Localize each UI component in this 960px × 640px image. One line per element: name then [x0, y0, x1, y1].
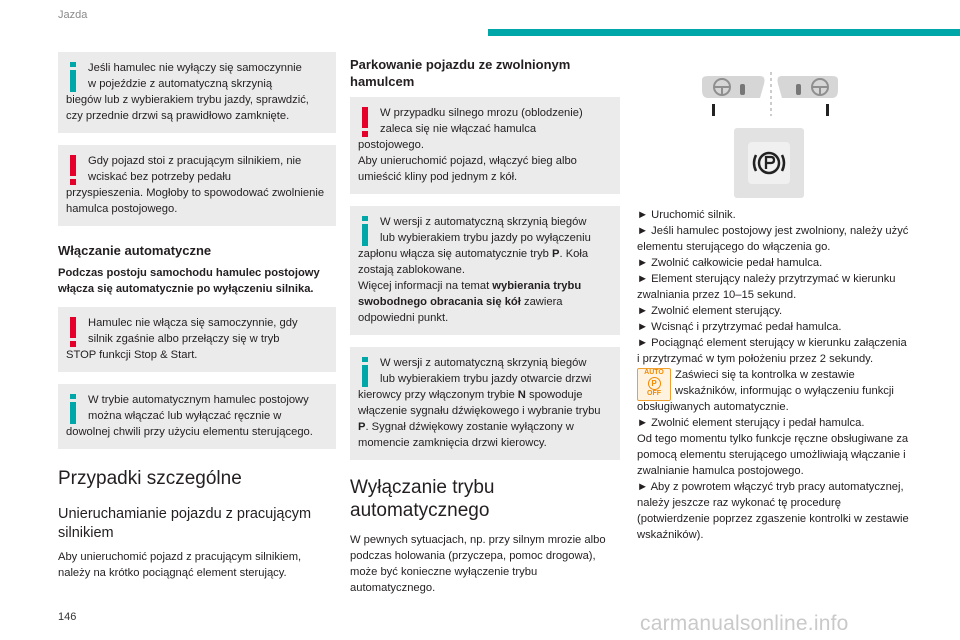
warning-text: postojowego. [358, 139, 424, 151]
section-heading: Włączanie automatyczne [58, 243, 212, 258]
paragraph: W pewnych sytuacjach, np. przy silnym mrozie albo podczas holowania (przyczepa, pomoc drogowa), może być konieczne wyłączenie trybu automatycznego. [350, 534, 606, 594]
step-item: ► Uruchomić silnik. [637, 209, 736, 221]
auto-off-lamp-icon [637, 368, 671, 401]
warning-line: Gdy pojazd stoi z pracującym silnikiem, nie [88, 155, 302, 167]
info-box [350, 347, 620, 460]
info-text: zapłonu włącza się automatycznie tryb P. Koła zostają zablokowane. [358, 248, 589, 276]
lamp-symbol: P [648, 377, 661, 390]
step-item: ► Zwolnić element sterujący. [637, 305, 783, 317]
warning-line: silnik zgaśnie albo przełączy się w tryb [88, 333, 280, 345]
info-text: biegów lub z wybierakiem trybu jazdy, sprawdzić, czy przednie drzwi są prawidłowo zamknięte. [66, 94, 309, 122]
info-box [58, 52, 336, 133]
lamp-text: obsługiwanych automatycznie. [637, 401, 789, 413]
step-item: ► Jeśli hamulec postojowy jest zwolniony, należy użyć elementu sterującego do włączenia go. [637, 225, 909, 253]
paragraph: Od tego momentu tylko funkcje ręczne obsługiwane za pomocą elementu sterującego umożliwiają włączanie i zwalnianie hamulca postojowego. [637, 433, 909, 477]
info-line: można włączać lub wyłączać ręcznie w [88, 410, 282, 422]
warning-line: W przypadku silnego mrozu (oblodzenie) [380, 107, 583, 119]
info-icon [358, 216, 372, 246]
info-line: lub wybierakiem trybu jazdy otwarcie drzwi [380, 373, 592, 385]
info-line: Jeśli hamulec nie wyłączy się samoczynnie [88, 62, 302, 74]
step-item: ► Pociągnąć element sterujący w kierunku załączenia i przytrzymać w tym położeniu przez 2 sekundy. [637, 337, 907, 365]
warning-box [350, 97, 620, 194]
watermark: carmanualsonline.info [640, 612, 849, 635]
parking-brake-icon [734, 128, 804, 198]
warning-box [58, 307, 336, 372]
info-line: W wersji z automatyczną skrzynią biegów [380, 357, 587, 369]
info-box [58, 384, 336, 449]
info-line: w pojeździe z automatyczną skrzynią [88, 78, 273, 90]
warning-line: Hamulec nie włącza się samoczynnie, gdy [88, 317, 298, 329]
steering-wheel-illustration [700, 72, 842, 118]
warning-box [58, 145, 336, 226]
info-icon [66, 394, 80, 424]
section-heading: Unieruchamianie pojazdu z pracującym silnikiem [58, 506, 312, 541]
warning-lamp-note [637, 367, 910, 415]
warning-line: zaleca się nie włączać hamulca [380, 123, 537, 135]
step-item: ► Aby z powrotem włączyć tryb pracy automatycznej, należy jeszcze raz wykonać tę procedurę (potwierdzenie poprzez zgaszenie kontrolki w zestawie wskaźników). [637, 481, 909, 541]
warning-text: STOP funkcji Stop & Start. [66, 349, 198, 361]
column-middle [350, 52, 620, 596]
info-text: Więcej informacji na temat wybierania trybu swobodnego obracania się kół zawiera odpowiedni punkt. [358, 280, 582, 324]
parking-brake-switch [734, 128, 804, 198]
section-heading: Parkowanie pojazdu ze zwolnionym hamulcem [350, 57, 571, 89]
step-item: ► Zwolnić element sterujący i pedał hamulca. [637, 417, 865, 429]
info-box [350, 206, 620, 335]
chapter-heading: Wyłączanie trybu automatycznego [350, 477, 495, 521]
page-number: 146 [58, 611, 77, 623]
column-right [637, 207, 910, 543]
info-line: lub wybierakiem trybu jazdy po wyłączeniu [380, 232, 591, 244]
warning-icon [358, 107, 372, 137]
step-item: ► Zwolnić całkowicie pedał hamulca. [637, 257, 823, 269]
info-text: kierowcy przy włączonym trybie N spowoduje włączenie sygnału dźwiękowego i wybranie trybu P. Sygnał dźwiękowy zostanie wyłączony w momencie zamknięcia drzwi kierowcy. [358, 389, 601, 449]
lamp-top-label: AUTO [644, 369, 664, 376]
column-left [58, 52, 336, 581]
info-icon [66, 62, 80, 92]
chapter-heading: Przypadki szczególne [58, 468, 242, 489]
info-icon [358, 357, 372, 387]
bold-paragraph: Podczas postoju samochodu hamulec postojowy włącza się automatycznie po wyłączeniu silnika. [58, 267, 320, 295]
header-accent-bar [488, 29, 960, 36]
warning-line: wciskać bez potrzeby pedału [88, 171, 232, 183]
header-title: Jazda [58, 9, 88, 21]
lamp-line: wskaźników, informując o wyłączeniu funkcji [675, 385, 894, 397]
lamp-bottom-label: OFF [647, 390, 661, 397]
step-item: ► Element sterujący należy przytrzymać w kierunku zwalniania przez 10–15 sekund. [637, 273, 896, 301]
info-line: W wersji z automatyczną skrzynią biegów [380, 216, 587, 228]
step-item: ► Wcisnąć i przytrzymać pedał hamulca. [637, 321, 842, 333]
warning-text: Aby unieruchomić pojazd, włączyć bieg albo umieścić kliny pod jednym z kół. [358, 155, 577, 183]
warning-text: przyspieszenia. Mogłoby to spowodować zwolnienie hamulca postojowego. [66, 187, 325, 215]
lamp-line: Zaświeci się ta kontrolka w zestawie [675, 369, 855, 381]
warning-icon [66, 155, 80, 185]
paragraph: Aby unieruchomić pojazd z pracującym silnikiem, należy na krótko pociągnąć element sterujący. [58, 551, 302, 579]
info-line: W trybie automatycznym hamulec postojowy [88, 394, 309, 406]
info-text: dowolnej chwili przy użyciu elementu sterującego. [66, 426, 313, 438]
warning-icon [66, 317, 80, 347]
